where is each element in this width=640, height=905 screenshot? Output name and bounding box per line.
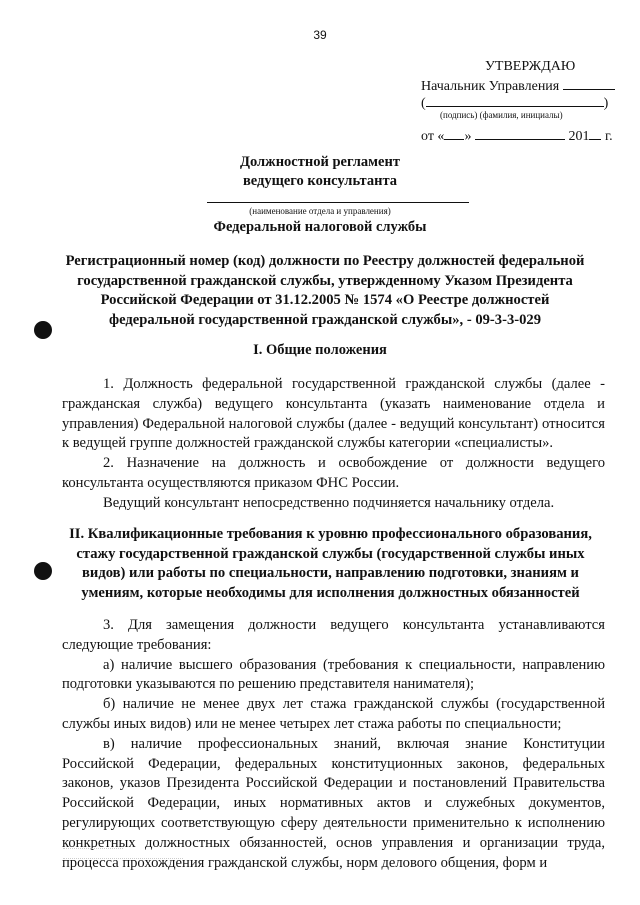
section2-body <box>62 616 605 873</box>
punch-hole-dot <box>34 321 52 339</box>
approval-title: УТВЕРЖДАЮ <box>485 59 576 74</box>
date-mid: » <box>464 129 472 144</box>
section1-paragraph: Ведущий консультант непосредственно подчиняется начальнику отдела. <box>103 494 555 511</box>
punch-hole-dot <box>34 562 52 580</box>
approval-date-line <box>421 126 613 146</box>
paren-close: ) <box>603 96 609 111</box>
scan-watermark-mark <box>63 848 123 850</box>
service-name: Федеральной налоговой службы <box>213 219 427 235</box>
section1-heading: I. Общие положения <box>253 342 387 358</box>
section1-paragraph: 2. Назначение на должность и освобождение от должности ведущего консультанта осуществляются приказом ФНС России. <box>62 455 605 491</box>
month-blank-line <box>475 126 565 140</box>
section2-paragraph: 3. Для замещения должности ведущего консультанта устанавливаются следующие требования: <box>62 617 605 653</box>
date-prefix: от « <box>421 129 445 144</box>
section2-heading: II. Квалификационные требования к уровню профессионального образования, стажу государственной гражданской службы (государственной службы иных видов) или работы по специальности, направлению подготовки, знаниям и умениям, которые необходимы для исполнения должностных обязанностей <box>69 526 592 601</box>
section1-paragraph: 1. Должность федеральной государственной гражданской службы (далее - гражданская служба) ведущего консультанта (указать наименование отдела и управления) Федеральной налоговой службы (далее - ведущий консультант) относится к ведущей группе должностей гражданской службы категории «специалисты». <box>62 376 605 452</box>
chief-blank-line <box>563 76 615 90</box>
year-prefix: 201 <box>568 129 590 144</box>
registration-number: Регистрационный номер (код) должности по Реестру должностей федеральной государственной гражданской службы, утвержденному Указом Президента Российской Федерации от 31.12.2005 № 1574 «О Реестре должностей федеральной государственной гражданской службы», - 09-3-3-029 <box>65 253 585 328</box>
page-number: 39 <box>313 28 327 42</box>
approval-chief-label: Начальник Управления <box>421 79 560 94</box>
dept-blank-line <box>207 202 469 203</box>
doc-title-line2: ведущего консультанта <box>242 173 398 189</box>
sign-blank-line <box>426 93 604 107</box>
section2-paragraph: в) наличие профессиональных знаний, включая знание Конституции Российской Федерации, федеральных конституционных законов, федеральных законов, указов Президента Российской Федерации и постановлений Правительства Российской Федерации, иных нормативных актов и служебных документов, регулирующих соответствующую сферу деятельности применительно к исполнению конкретных должностных обязанностей, основ управления и организации труда, процесса прохождения гражданской службы, норм делового общения, форм и <box>62 735 605 871</box>
paren-open: ( <box>421 96 426 111</box>
sign-hint: (подпись) (фамилия, инициалы) <box>440 110 563 120</box>
scan-watermark-mark <box>63 858 183 860</box>
day-blank-line <box>444 126 464 140</box>
section1-body <box>62 375 605 514</box>
doc-title-line1: Должностной регламент <box>240 154 400 170</box>
year-blank-line <box>589 126 601 140</box>
dept-hint: (наименование отдела и управления) <box>249 206 391 216</box>
year-suffix: г. <box>604 129 613 144</box>
section2-paragraph: а) наличие высшего образования (требования к специальности, направлению подготовки указываются по решению представителя нанимателя); <box>62 656 605 693</box>
section2-paragraph: б) наличие не менее двух лет стажа гражданской службы (государственной службы иных видов) или не менее четырех лет стажа работы по специальности; <box>62 696 605 732</box>
